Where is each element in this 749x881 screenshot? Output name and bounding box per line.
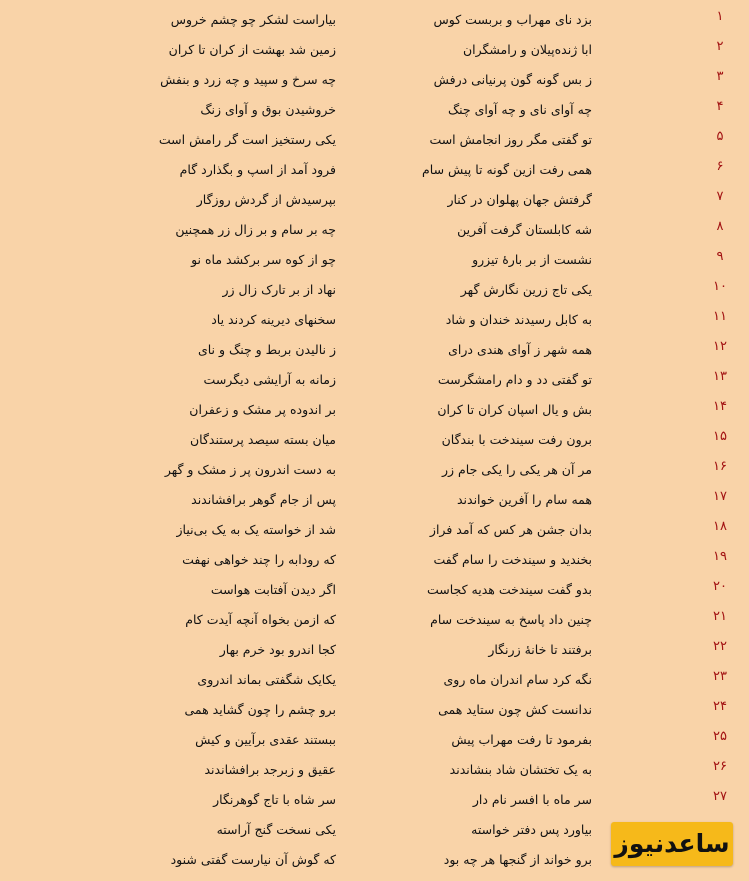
verse-first-hemistich: بش و یال اسپان کران تا کران xyxy=(437,402,592,417)
verse-first-hemistich: تو گفتی دد و دام رامشگرست xyxy=(437,372,592,387)
verse-row xyxy=(0,398,749,428)
verse-row xyxy=(0,368,749,398)
verse-first-hemistich: بدو گفت سیندخت هدیه کجاست xyxy=(426,582,592,597)
verse-first-hemistich: برفتند تا خانهٔ زرنگار xyxy=(488,642,592,657)
verse-second-hemistich: که گوش آن نیارست گفتی شنود xyxy=(170,852,336,867)
verse-first-hemistich: نگه کرد سام اندران ماه روی xyxy=(443,672,592,687)
verse-second-hemistich: فرود آمد از اسپ و بگذارد گام xyxy=(179,162,336,177)
verse-second-hemistich: سخنهای دیرینه کردند یاد xyxy=(211,312,336,327)
verse-second-hemistich: بپرسیدش از گردش روزگار xyxy=(196,192,336,207)
verse-first-hemistich: بزد نای مهراب و بربست کوس xyxy=(433,12,592,27)
verse-second-hemistich: سر شاه با تاج گوهرنگار xyxy=(213,792,336,807)
verse-first-hemistich: تو گفتی مگر روز انجامش است xyxy=(429,132,592,147)
verse-first-hemistich: چنین داد پاسخ به سیندخت سام xyxy=(430,612,592,627)
verse-second-hemistich: برو چشم را چون گشاید همی xyxy=(184,702,336,717)
verse-first-hemistich: یکی تاج زرین نگارش گهر xyxy=(460,282,592,297)
verse-row xyxy=(0,428,749,458)
verse-number: ۱۴ xyxy=(713,399,727,414)
verse-row xyxy=(0,248,749,278)
verse-second-hemistich: ز نالیدن بربط و چنگ و نای xyxy=(197,342,336,357)
verse-second-hemistich: بیاراست لشکر چو چشم خروس xyxy=(170,12,336,27)
verse-number: ۲۵ xyxy=(713,729,727,744)
verse-row xyxy=(0,488,749,518)
verse-second-hemistich: عقیق و زبرجد برافشاندند xyxy=(204,762,336,777)
verse-number: ۱۷ xyxy=(713,489,727,504)
verse-first-hemistich: به کابل رسیدند خندان و شاد xyxy=(445,312,592,327)
verse-number: ۱۳ xyxy=(713,369,727,384)
verse-row xyxy=(0,98,749,128)
verse-row xyxy=(0,518,749,548)
verse-row xyxy=(0,758,749,788)
verse-first-hemistich: بفرمود تا رفت مهراب پیش xyxy=(451,732,592,747)
verse-first-hemistich: چه آوای نای و چه آوای چنگ xyxy=(447,102,592,117)
verse-number: ۲۴ xyxy=(713,699,727,714)
verse-second-hemistich: چه سرخ و سپید و چه زرد و بنفش xyxy=(160,72,336,87)
verse-row xyxy=(0,158,749,188)
verse-number: ۱۱ xyxy=(713,309,727,324)
verse-row xyxy=(0,848,749,878)
verse-first-hemistich: ابا ژنده‌پیلان و رامشگران xyxy=(462,42,592,57)
verse-row xyxy=(0,578,749,608)
verse-row xyxy=(0,668,749,698)
verse-second-hemistich: شد از خواسته یک به یک بی‌نیاز xyxy=(176,522,336,537)
verse-second-hemistich: زمانه به آرایشی دیگرست xyxy=(203,372,336,387)
verse-second-hemistich: ببستند عقدی برآیین و کیش xyxy=(195,732,336,747)
verse-row xyxy=(0,698,749,728)
verse-first-hemistich: مر آن هر یکی را یکی جام زر xyxy=(441,462,592,477)
verse-number: ۱۶ xyxy=(713,459,727,474)
verse-row xyxy=(0,728,749,758)
verse-row xyxy=(0,818,749,848)
verse-row xyxy=(0,308,749,338)
verse-number: ۲۶ xyxy=(713,759,727,774)
verse-number: ۲۲ xyxy=(713,639,727,654)
verse-row xyxy=(0,278,749,308)
verse-first-hemistich: سر ماه با افسر نام دار xyxy=(472,792,592,807)
verse-number: ۶ xyxy=(716,159,724,174)
verse-number: ۲ xyxy=(716,39,724,54)
verse-number: ۹ xyxy=(716,249,724,264)
verse-second-hemistich: زمین شد بهشت از کران تا کران xyxy=(168,42,336,57)
verse-second-hemistich: چو از کوه سر برکشد ماه نو xyxy=(191,252,336,267)
verse-second-hemistich: که رودابه را چند خواهی نهفت xyxy=(182,552,336,567)
verse-number: ۷ xyxy=(716,189,724,204)
verse-first-hemistich: همه سام را آفرین خواندند xyxy=(456,492,592,507)
verse-number: ۸ xyxy=(716,219,724,234)
verse-row xyxy=(0,338,749,368)
verse-first-hemistich: نشست از بر بارهٔ تیزرو xyxy=(472,252,592,267)
verse-second-hemistich: یکی رستخیز است گر رامش است xyxy=(158,132,336,147)
verse-row xyxy=(0,128,749,158)
verse-first-hemistich: همه شهر ز آوای هندی درای xyxy=(448,342,592,357)
verse-number: ۲۱ xyxy=(713,609,727,624)
verse-first-hemistich: گرفتش جهان پهلوان در کنار xyxy=(447,192,592,207)
verse-number: ۱۸ xyxy=(713,519,727,534)
verse-row xyxy=(0,188,749,218)
verse-number: ۱ xyxy=(716,9,724,24)
verse-second-hemistich: چه بر سام و بر زال زر همچنین xyxy=(175,222,336,237)
verse-row xyxy=(0,218,749,248)
verse-second-hemistich: به دست اندرون پر ز مشک و گهر xyxy=(164,462,336,477)
verse-first-hemistich: بیاورد پس دفتر خواسته xyxy=(471,822,592,837)
verse-second-hemistich: یکی نسخت گنج آراسته xyxy=(216,822,336,837)
verse-first-hemistich: به یک تختشان شاد بنشاندند xyxy=(449,762,592,777)
verse-number: ۲۰ xyxy=(713,579,727,594)
verse-number: ۱۰ xyxy=(713,279,727,294)
verse-second-hemistich: کجا اندرو بود خرم بهار xyxy=(219,642,336,657)
verse-row xyxy=(0,638,749,668)
verse-row xyxy=(0,8,749,38)
verse-number: ۴ xyxy=(716,99,724,114)
verse-second-hemistich: پس از جام گوهر برافشاندند xyxy=(191,492,336,507)
verse-row xyxy=(0,608,749,638)
verse-number: ۵ xyxy=(716,129,724,144)
verse-first-hemistich: بخندید و سیندخت را سام گفت xyxy=(433,552,592,567)
verse-row xyxy=(0,548,749,578)
verse-first-hemistich: برو خواند از گنجها هر چه بود xyxy=(443,852,592,867)
verse-second-hemistich: اگر دیدن آفتابت هواست xyxy=(210,582,336,597)
verse-row xyxy=(0,38,749,68)
verse-second-hemistich: خروشیدن بوق و آوای زنگ xyxy=(200,102,336,117)
verse-second-hemistich: یکایک شگفتی بماند اندروی xyxy=(197,672,336,687)
verse-number: ۱۲ xyxy=(713,339,727,354)
verse-first-hemistich: ندانست کش چون ستاید همی xyxy=(438,702,592,717)
verse-number: ۳ xyxy=(716,69,724,84)
verse-number: ۱۹ xyxy=(713,549,727,564)
verse-row xyxy=(0,68,749,98)
verse-row xyxy=(0,458,749,488)
verse-row xyxy=(0,788,749,818)
verse-first-hemistich: بدان جشن هر کس که آمد فراز xyxy=(429,522,592,537)
verse-first-hemistich: همی رفت ازین گونه تا پیش سام xyxy=(422,162,592,177)
verse-first-hemistich: برون رفت سیندخت با بندگان xyxy=(441,432,592,447)
verse-first-hemistich: شه کابلستان گرفت آفرین xyxy=(457,222,592,237)
verse-second-hemistich: که ازمن بخواه آنچه آیدت کام xyxy=(185,612,336,627)
verse-second-hemistich: میان بسته سیصد پرستندگان xyxy=(189,432,336,447)
site-logo: ساعدنیوز xyxy=(611,822,733,866)
verse-number: ۲۷ xyxy=(713,789,727,804)
verse-number: ۲۳ xyxy=(713,669,727,684)
verse-first-hemistich: ز بس گونه گون پرنیانی درفش xyxy=(433,72,592,87)
verse-number: ۱۵ xyxy=(713,429,727,444)
verse-second-hemistich: نهاد از بر تارک زال زر xyxy=(222,282,336,297)
verse-second-hemistich: بر اندوده پر مشک و زعفران xyxy=(189,402,336,417)
